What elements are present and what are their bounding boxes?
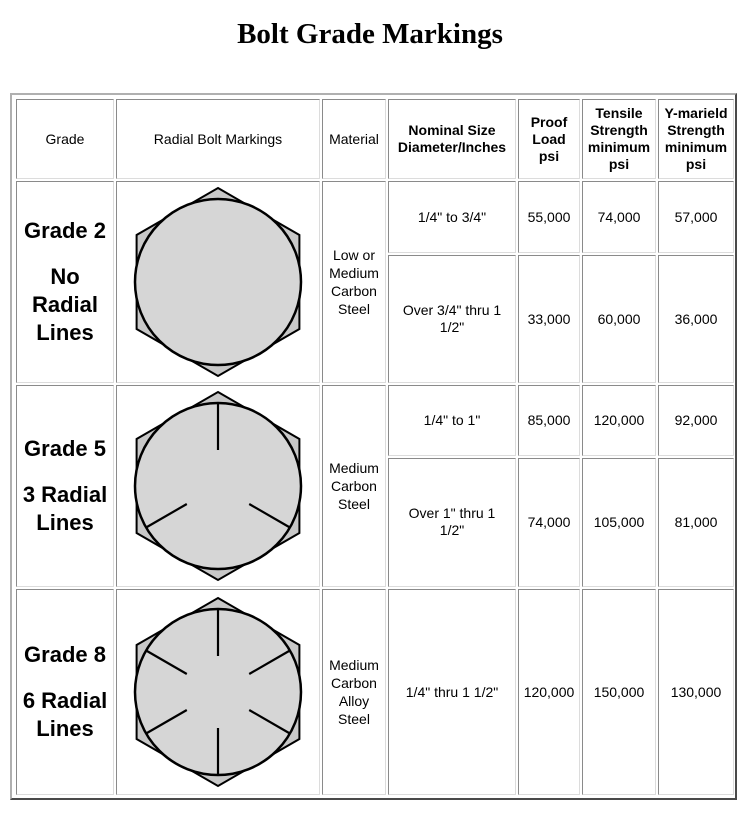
- yield-cell: 36,000: [658, 255, 734, 383]
- tensile-cell: 74,000: [582, 181, 656, 253]
- proof-cell: 85,000: [518, 385, 580, 456]
- size-cell: Over 3/4" thru 1 1/2": [388, 255, 516, 383]
- size-cell: 1/4" to 3/4": [388, 181, 516, 253]
- yield-cell: 130,000: [658, 589, 734, 795]
- header-row: [16, 99, 734, 179]
- grade-name: Grade 5: [24, 436, 106, 461]
- grade-name: Grade 8: [24, 642, 106, 667]
- size-cell: Over 1" thru 1 1/2": [388, 458, 516, 587]
- header-size: Nominal Size Diameter/Inches: [388, 99, 516, 179]
- hex-bolt-head-3-lines-icon: [118, 386, 318, 586]
- yield-cell: 92,000: [658, 385, 734, 456]
- table-row: [16, 181, 734, 253]
- header-markings: Radial Bolt Markings: [116, 99, 320, 179]
- material-cell: Low or Medium Carbon Steel: [322, 181, 386, 383]
- proof-cell: 33,000: [518, 255, 580, 383]
- yield-cell: 57,000: [658, 181, 734, 253]
- grade-cell: [16, 385, 114, 587]
- grade-desc: 3 Radial Lines: [22, 482, 108, 535]
- bolt-grade-table-frame: [10, 93, 737, 800]
- grade-desc: No Radial Lines: [31, 264, 99, 345]
- header-tensile: Tensile Strength minimum psi: [582, 99, 656, 179]
- grade-desc: 6 Radial Lines: [22, 688, 108, 741]
- proof-cell: 74,000: [518, 458, 580, 587]
- bolt-head-circle: [135, 199, 301, 365]
- material-cell: Medium Carbon Alloy Steel: [322, 589, 386, 795]
- material-cell: Medium Carbon Steel: [322, 385, 386, 587]
- grade-cell: [16, 589, 114, 795]
- grade-cell: [16, 181, 114, 383]
- table-row: [16, 589, 734, 795]
- header-proof: Proof Load psi: [518, 99, 580, 179]
- tensile-cell: 150,000: [582, 589, 656, 795]
- header-material: Material: [322, 99, 386, 179]
- header-grade: Grade: [16, 99, 114, 179]
- marking-cell: [116, 181, 320, 383]
- tensile-cell: 120,000: [582, 385, 656, 456]
- tensile-cell: 60,000: [582, 255, 656, 383]
- marking-cell: [116, 589, 320, 795]
- size-cell: 1/4" to 1": [388, 385, 516, 456]
- page-title: Bolt Grade Markings: [237, 18, 503, 50]
- proof-cell: 55,000: [518, 181, 580, 253]
- hex-bolt-head-no-lines-icon: [118, 182, 318, 382]
- size-cell: 1/4" thru 1 1/2": [388, 589, 516, 795]
- yield-cell: 81,000: [658, 458, 734, 587]
- proof-cell: 120,000: [518, 589, 580, 795]
- bolt-grade-table: [14, 97, 736, 797]
- hex-bolt-head-6-lines-icon: [118, 592, 318, 792]
- table-row: [16, 385, 734, 456]
- header-yield: Y-marield Strength minimum psi: [658, 99, 734, 179]
- marking-cell: [116, 385, 320, 587]
- tensile-cell: 105,000: [582, 458, 656, 587]
- grade-name: Grade 2: [24, 218, 106, 243]
